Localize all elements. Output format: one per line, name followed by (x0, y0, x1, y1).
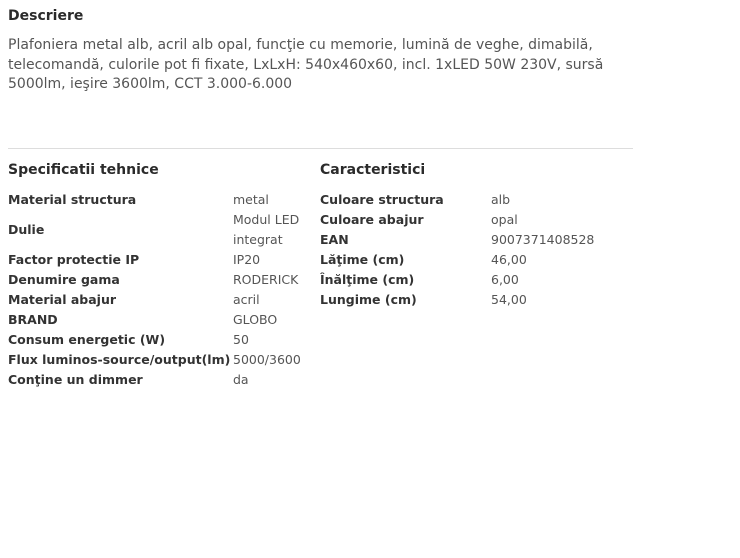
specs-row (8, 250, 308, 270)
spec-value: IP20 (233, 252, 261, 267)
spec-label: Denumire gama (8, 272, 120, 287)
characteristics-row (320, 210, 621, 230)
spec-label: BRAND (8, 312, 58, 327)
characteristic-label: EAN (320, 232, 349, 247)
characteristic-label: Lăţime (cm) (320, 252, 405, 267)
characteristic-value: 54,00 (491, 292, 527, 307)
spec-label: Material abajur (8, 292, 117, 307)
specs-row (8, 210, 308, 250)
description-text: Plafoniera metal alb, acril alb opal, funcţie cu memorie, lumină de veghe, dimabilă, telecomandă, culorile pot fi fixate, LxLxH: 540x460x60, incl. 1xLED 50W 230V, sursă 5000lm, ieşire 3600lm, CCT 3.000-6.000 (8, 37, 604, 92)
characteristic-label: Lungime (cm) (320, 292, 417, 307)
spec-value: acril (233, 292, 260, 307)
spec-label: Dulie (8, 222, 45, 237)
characteristics-table (320, 190, 621, 310)
spec-label: Material structura (8, 192, 137, 207)
spec-value: 50 (233, 332, 249, 347)
specs-title: Specificatii tehnice (8, 162, 159, 178)
characteristic-label: Culoare structura (320, 192, 444, 207)
characteristics-row (320, 230, 621, 250)
characteristic-label: Culoare abajur (320, 212, 424, 227)
description-title: Descriere (8, 8, 84, 24)
specs-row (8, 190, 308, 210)
specs-table (8, 190, 308, 390)
specs-row (8, 290, 308, 310)
characteristics-row (320, 270, 621, 290)
characteristic-value: 46,00 (491, 252, 527, 267)
characteristics-row (320, 250, 621, 270)
spec-value: GLOBO (233, 312, 278, 327)
characteristic-value: alb (491, 192, 511, 207)
spec-label: Consum energetic (W) (8, 332, 166, 347)
specs-row (8, 310, 308, 330)
specs-row (8, 370, 308, 390)
spec-label: Flux luminos-source/output(lm) (8, 352, 231, 367)
spec-label: Factor protectie IP (8, 252, 140, 267)
spec-value: 5000/3600 (233, 352, 301, 367)
characteristic-value: 9007371408528 (491, 232, 595, 247)
characteristics-row (320, 290, 621, 310)
spec-value: Modul LED integrat (233, 212, 300, 247)
spec-label: Conţine un dimmer (8, 372, 143, 387)
specs-row (8, 270, 308, 290)
spec-value: RODERICK (233, 272, 299, 287)
section-divider (8, 148, 633, 149)
characteristic-label: Înălţime (cm) (320, 272, 415, 287)
specs-row (8, 350, 308, 370)
spec-value: da (233, 372, 249, 387)
characteristics-title: Caracteristici (320, 162, 426, 178)
characteristics-row (320, 190, 621, 210)
characteristic-value: 6,00 (491, 272, 519, 287)
characteristic-value: opal (491, 212, 518, 227)
spec-value: metal (233, 192, 269, 207)
specs-row (8, 330, 308, 350)
